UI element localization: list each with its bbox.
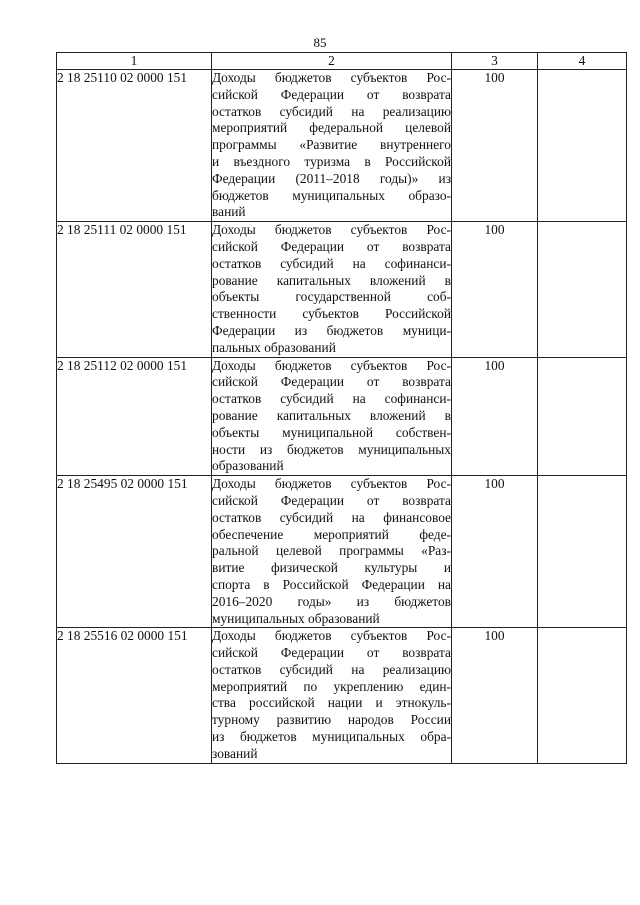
header-col-4: 4 bbox=[538, 53, 627, 70]
table-row bbox=[57, 222, 627, 357]
description-line: мероприятий федеральной целевой bbox=[212, 120, 451, 136]
description-line: остатков субсидий на финансовое bbox=[212, 509, 451, 525]
revenue-amount: 100 bbox=[452, 357, 538, 476]
description-line: мероприятий по укреплению един- bbox=[212, 678, 451, 694]
description-line: пальных образований bbox=[212, 339, 336, 355]
description-line: рование капитальных вложений в bbox=[212, 407, 451, 423]
revenue-description bbox=[212, 70, 452, 222]
column-4-cell bbox=[538, 357, 627, 476]
header-col-3: 3 bbox=[452, 53, 538, 70]
description-line: муниципальных образований bbox=[212, 610, 380, 626]
description-line: зований bbox=[212, 745, 258, 761]
description-line: сийской Федерации от возврата bbox=[212, 374, 451, 390]
header-col-2: 2 bbox=[212, 53, 452, 70]
revenue-amount: 100 bbox=[452, 70, 538, 222]
description-line: Федерации (2011–2018 годы)» из bbox=[212, 170, 451, 186]
description-line: остатков субсидий на софинанси- bbox=[212, 391, 451, 407]
table-header-row bbox=[57, 53, 627, 70]
revenue-amount: 100 bbox=[452, 628, 538, 763]
description-line: из бюджетов муниципальных обра- bbox=[212, 729, 451, 745]
description-line: ности из бюджетов муниципальных bbox=[212, 441, 451, 457]
description-line: программы «Развитие внутреннего bbox=[212, 137, 451, 153]
column-4-cell bbox=[538, 222, 627, 357]
revenue-code: 2 18 25110 02 0000 151 bbox=[57, 70, 212, 222]
description-line: ральной целевой программы «Раз- bbox=[212, 543, 451, 559]
column-4-cell bbox=[538, 476, 627, 628]
description-line: Доходы бюджетов субъектов Рос- bbox=[212, 476, 451, 492]
description-line: бюджетов муниципальных образо- bbox=[212, 187, 451, 203]
revenue-code: 2 18 25112 02 0000 151 bbox=[57, 357, 212, 476]
revenue-amount: 100 bbox=[452, 222, 538, 357]
header-col-1: 1 bbox=[57, 53, 212, 70]
column-4-cell bbox=[538, 628, 627, 763]
table-row bbox=[57, 357, 627, 476]
description-line: образований bbox=[212, 458, 284, 474]
page-number: 85 bbox=[313, 35, 327, 50]
table-row bbox=[57, 70, 627, 222]
description-line: объекты муниципальной собствен- bbox=[212, 424, 451, 440]
description-line: Доходы бюджетов субъектов Рос- bbox=[212, 628, 451, 644]
description-line: рование капитальных вложений в bbox=[212, 272, 451, 288]
revenue-code: 2 18 25516 02 0000 151 bbox=[57, 628, 212, 763]
description-line: ства российской нации и этнокуль- bbox=[212, 695, 451, 711]
description-line: сийской Федерации от возврата bbox=[212, 492, 451, 508]
description-line: сийской Федерации от возврата bbox=[212, 645, 451, 661]
description-line: витие физической культуры и bbox=[212, 560, 451, 576]
column-4-cell bbox=[538, 70, 627, 222]
description-line: 2016–2020 годы» из бюджетов bbox=[212, 593, 451, 609]
description-line: Доходы бюджетов субъектов Рос- bbox=[212, 70, 451, 85]
description-line: и въездного туризма в Российской bbox=[212, 153, 451, 169]
table-row bbox=[57, 476, 627, 628]
description-line: остатков субсидий на софинанси- bbox=[212, 255, 451, 271]
revenue-description bbox=[212, 628, 452, 763]
description-line: Доходы бюджетов субъектов Рос- bbox=[212, 222, 451, 238]
table-row bbox=[57, 628, 627, 763]
budget-revenue-table bbox=[56, 52, 627, 764]
description-line: остатков субсидий на реализацию bbox=[212, 103, 451, 119]
description-line: Федерации из бюджетов муници- bbox=[212, 322, 451, 338]
revenue-amount: 100 bbox=[452, 476, 538, 628]
description-line: спорта в Российской Федерации на bbox=[212, 576, 451, 592]
revenue-description bbox=[212, 357, 452, 476]
description-line: сийской Федерации от возврата bbox=[212, 238, 451, 254]
description-line: ваний bbox=[212, 204, 246, 220]
description-line: сийской Федерации от возврата bbox=[212, 86, 451, 102]
description-line: обеспечение мероприятий феде- bbox=[212, 526, 451, 542]
revenue-code: 2 18 25111 02 0000 151 bbox=[57, 222, 212, 357]
table-body bbox=[57, 70, 627, 764]
description-line: объекты государственной соб- bbox=[212, 289, 451, 305]
revenue-code: 2 18 25495 02 0000 151 bbox=[57, 476, 212, 628]
description-line: турному развитию народов России bbox=[212, 712, 451, 728]
description-line: ственности субъектов Российской bbox=[212, 306, 451, 322]
description-line: Доходы бюджетов субъектов Рос- bbox=[212, 357, 451, 373]
revenue-description bbox=[212, 222, 452, 357]
revenue-description bbox=[212, 476, 452, 628]
description-line: остатков субсидий на реализацию bbox=[212, 661, 451, 677]
